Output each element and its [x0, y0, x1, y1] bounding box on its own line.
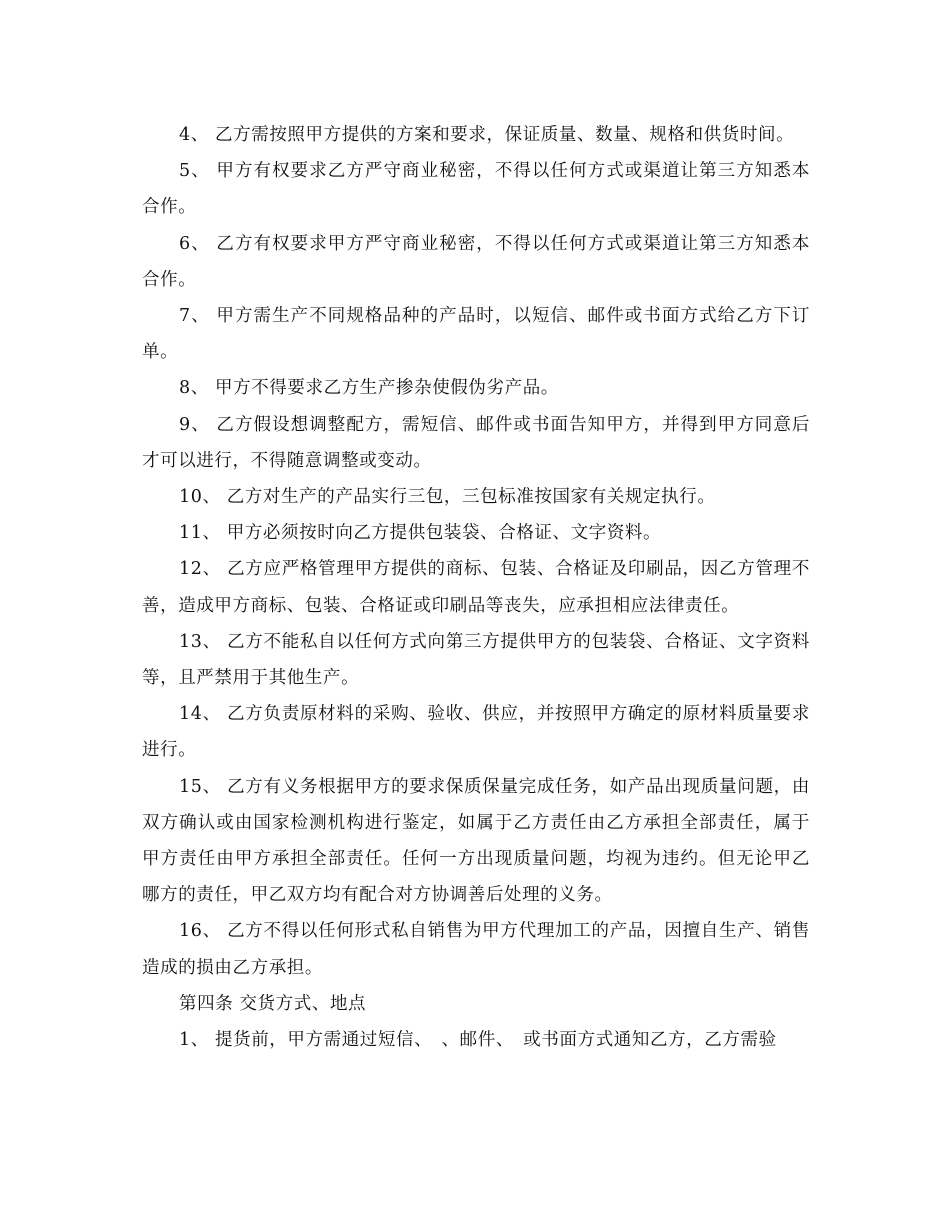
clause-13: 13、 乙方不能私自以任何方式向第三方提供甲方的包装袋、合格证、文字资料等，且严禁用于其他生产。 [142, 631, 810, 689]
clause-14: 14、 乙方负责原材料的采购、验收、供应，并按照甲方确定的原材料质量要求进行。 [142, 704, 810, 761]
clause-8: 8、 甲方不得要求乙方生产掺杂使假伪劣产品。 [179, 378, 559, 399]
section-heading-article-4: 第四条 交货方式、地点 [179, 993, 367, 1014]
clause-7: 7、 甲方需生产不同规格品种的产品时，以短信、邮件或书面方式给乙方下订单。 [142, 306, 810, 363]
clause-12: 12、 乙方应严格管理甲方提供的商标、包装、合格证及印刷品，因乙方管理不善，造成甲方商标、包装、合格证或印刷品等丧失，应承担相应法律责任。 [142, 559, 810, 616]
article-4-clause-1: 1、 提货前，甲方需通过短信、 、邮件、 或书面方式通知乙方，乙方需验 [179, 1030, 777, 1051]
clause-11: 11、 甲方必须按时向乙方提供包装袋、合格证、文字资料。 [179, 523, 662, 544]
document-body [142, 117, 810, 1058]
clause-5: 5、 甲方有权要求乙方严守商业秘密，不得以任何方式或渠道让第三方知悉本合作。 [142, 161, 810, 218]
clause-10: 10、 乙方对生产的产品实行三包，三包标准按国家有关规定执行。 [179, 487, 716, 508]
clause-9: 9、 乙方假设想调整配方，需短信、邮件或书面告知甲方，并得到甲方同意后才可以进行，不得随意调整或变动。 [142, 414, 810, 471]
clause-6: 6、 乙方有权要求甲方严守商业秘密，不得以任何方式或渠道让第三方知悉本合作。 [142, 233, 810, 290]
clause-16: 16、 乙方不得以任何形式私自销售为甲方代理加工的产品，因擅自生产、销售造成的损由乙方承担。 [142, 921, 810, 978]
clause-4: 4、 乙方需按照甲方提供的方案和要求，保证质量、数量、规格和供货时间。 [179, 125, 795, 145]
clause-15: 15、 乙方有义务根据甲方的要求保质保量完成任务，如产品出现质量问题，由双方确认或由国家检测机构进行鉴定，如属于乙方责任由乙方承担全部责任，属于甲方责任由甲方承担全部责任。任何一方出现质量问题，均视为违约。但无论甲乙哪方的责任，甲乙双方均有配合对方协调善后处理的义务。 [142, 776, 810, 906]
